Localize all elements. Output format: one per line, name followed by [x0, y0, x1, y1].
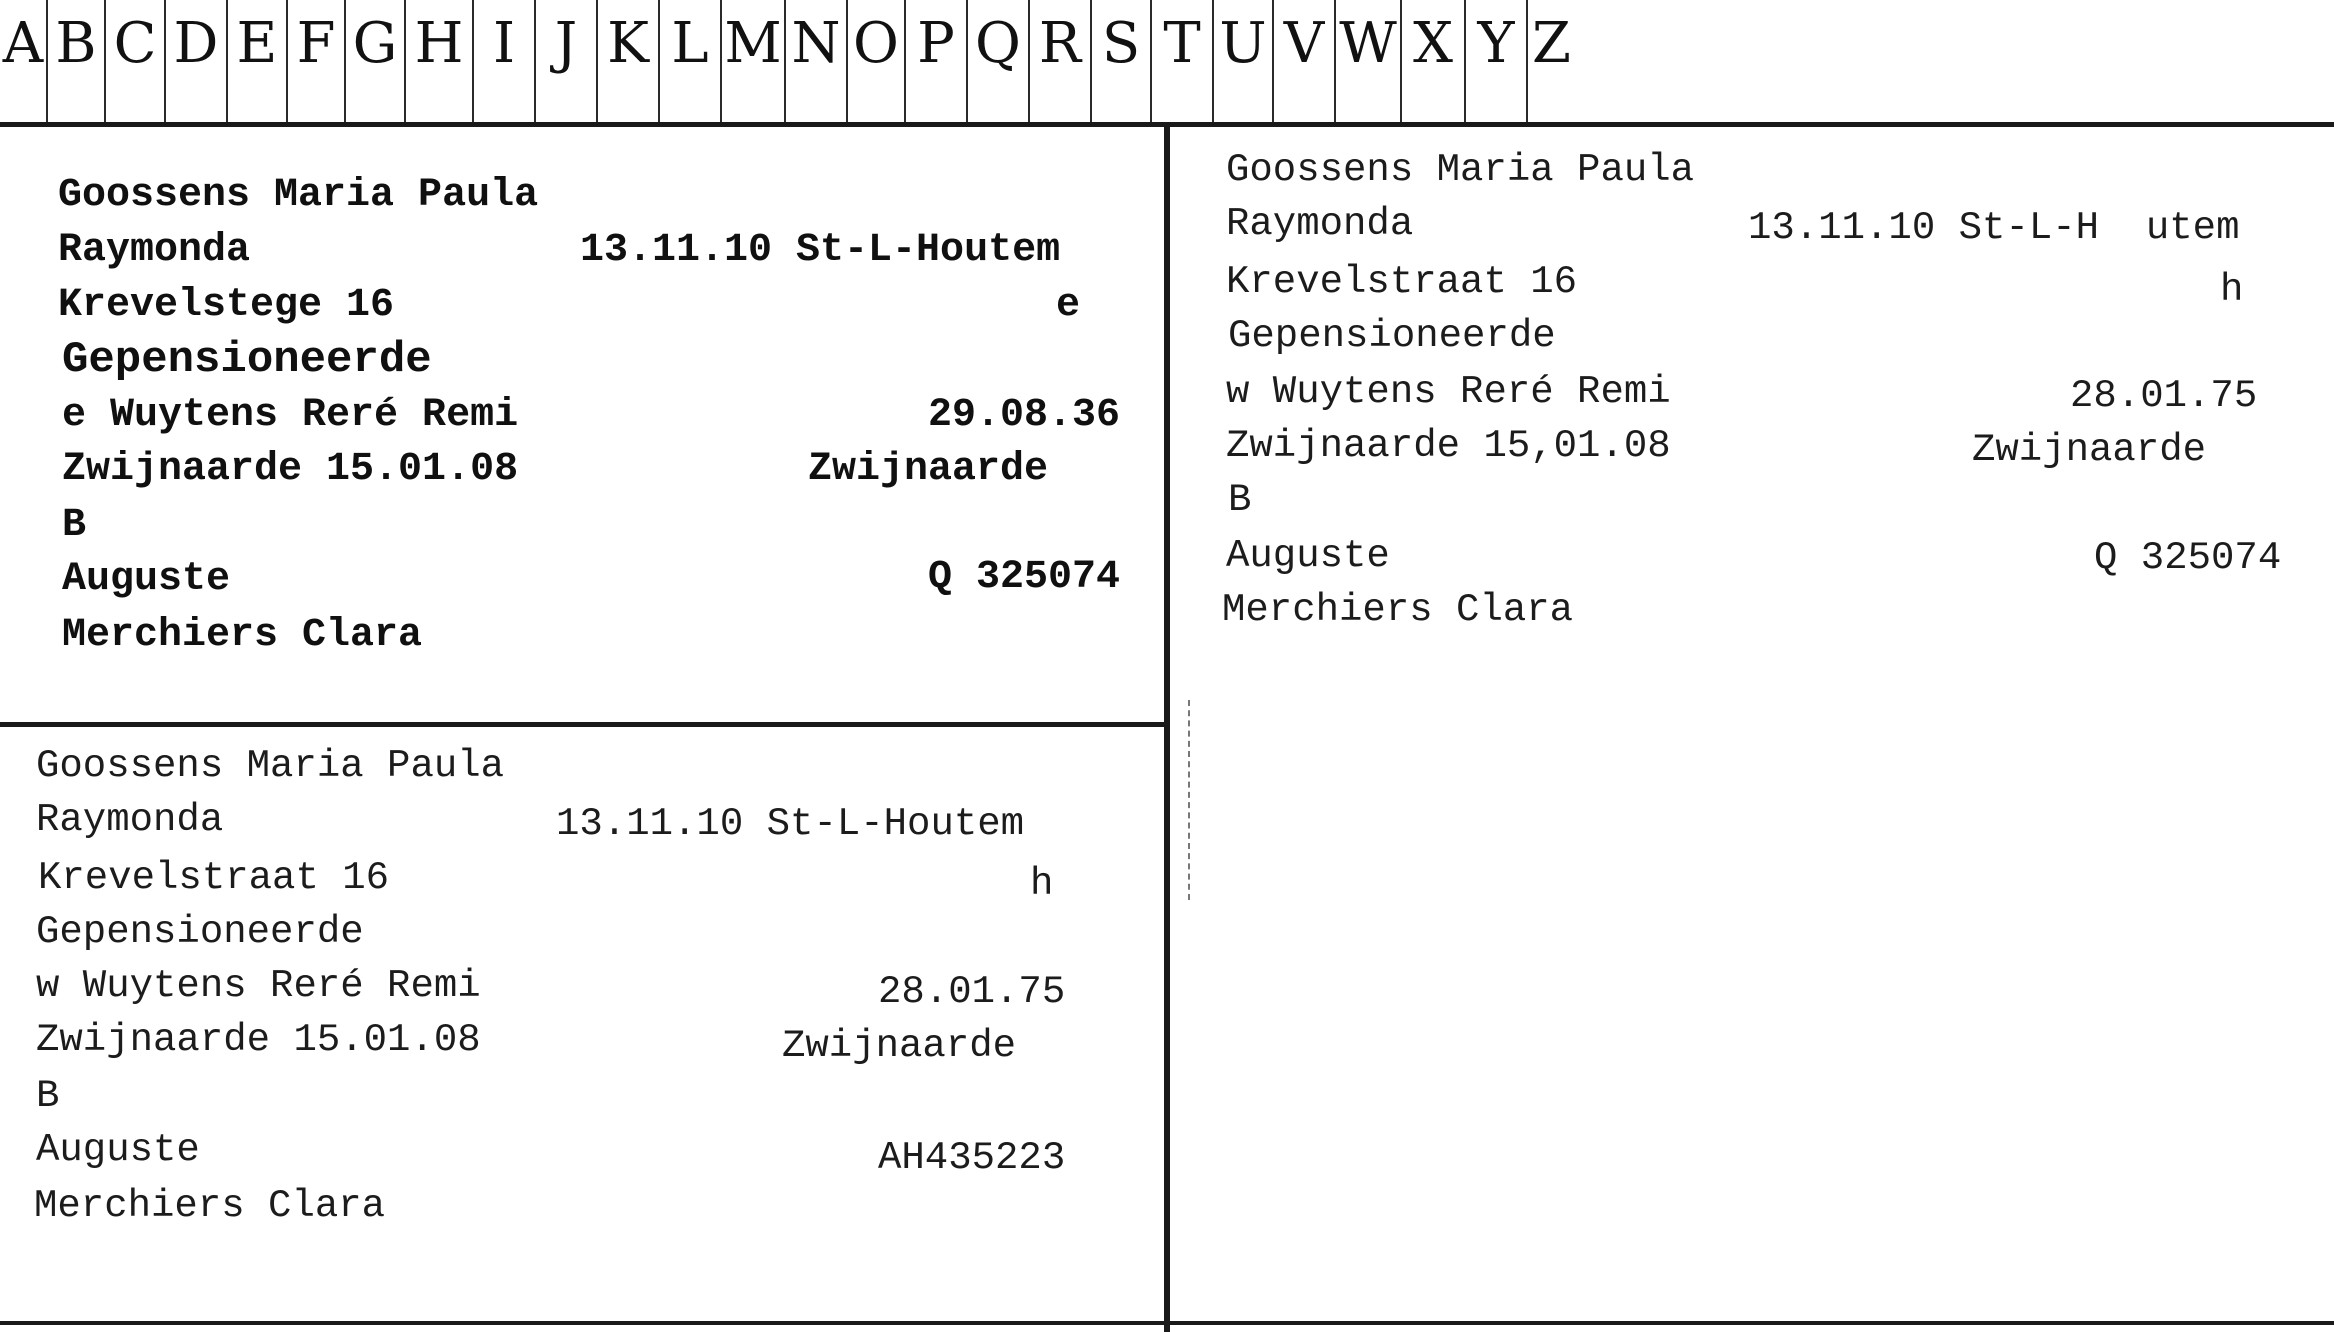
card-address: Krevelstege 16: [58, 283, 395, 328]
card-first-name-continued: Raymonda: [36, 798, 224, 842]
index-tab-j[interactable]: [536, 0, 598, 122]
index-tab-h[interactable]: [406, 0, 474, 122]
index-tab-e[interactable]: [228, 0, 288, 122]
card-occupation: Gepensioneerde: [36, 910, 364, 954]
index-letter: W: [1339, 11, 1397, 76]
card-mark: h: [1030, 862, 1054, 906]
card-name: Goossens Maria Paula: [1226, 148, 1695, 192]
card-first-name-continued: Raymonda: [1226, 202, 1414, 246]
index-tab-r[interactable]: [1030, 0, 1092, 122]
index-tab-o[interactable]: [848, 0, 906, 122]
index-tab-d[interactable]: [166, 0, 228, 122]
index-tab-g[interactable]: [346, 0, 406, 122]
card-place: Zwijnaarde: [808, 447, 1049, 492]
card-spouse: w Wuytens Reré Remi: [1226, 370, 1671, 414]
index-letter: P: [917, 11, 955, 76]
index-tab-b[interactable]: [48, 0, 106, 122]
index-letter: K: [607, 11, 649, 76]
index-tab-f[interactable]: [288, 0, 346, 122]
card-father: Auguste: [36, 1128, 200, 1172]
index-letter: Z: [1532, 11, 1571, 76]
card-date: 28.01.75: [878, 970, 1066, 1014]
index-letter: A: [2, 11, 44, 76]
index-tab-m[interactable]: [722, 0, 786, 122]
index-letter: Y: [1477, 11, 1515, 76]
card-divider-horizontal: [0, 722, 1168, 727]
index-tab-p[interactable]: [906, 0, 968, 122]
index-letter: B: [55, 11, 97, 76]
card-marriage: Zwijnaarde 15.01.08: [36, 1018, 481, 1062]
index-letter: E: [236, 11, 278, 76]
card-number: AH435223: [878, 1136, 1066, 1180]
card-birth: 13.11.10 St-L-Houtem: [556, 802, 1025, 846]
index-letter: L: [671, 11, 709, 76]
card-first-name-continued: Raymonda: [58, 228, 251, 273]
card-name: Goossens Maria Paula: [58, 173, 539, 218]
card-code: B: [1228, 478, 1252, 522]
index-tab-v[interactable]: [1274, 0, 1336, 122]
index-tab-n[interactable]: [786, 0, 848, 122]
card-marriage: Zwijnaarde 15,01.08: [1226, 424, 1671, 468]
index-tab-i[interactable]: [474, 0, 536, 122]
index-letter: M: [724, 11, 782, 76]
index-letter: O: [853, 11, 899, 76]
card-father: Auguste: [62, 557, 231, 602]
index-letter: T: [1163, 11, 1201, 76]
index-tab-a[interactable]: [0, 0, 48, 122]
index-letter: J: [554, 11, 578, 76]
alphabet-index-strip: [0, 0, 2334, 127]
card-birth: 13.11.10 St-L-H utem: [1748, 206, 2240, 250]
card-father: Auguste: [1226, 534, 1390, 578]
index-tab-t[interactable]: [1152, 0, 1214, 122]
index-tab-y[interactable]: [1466, 0, 1528, 122]
card-date: 28.01.75: [2070, 374, 2258, 418]
index-letter: R: [1038, 11, 1082, 76]
index-tab-s[interactable]: [1092, 0, 1152, 122]
card-divider-bottom: [0, 1321, 2334, 1325]
index-letter: D: [173, 11, 219, 76]
index-letter: U: [1219, 11, 1267, 76]
card-spouse: w Wuytens Reré Remi: [36, 964, 481, 1008]
card-occupation: Gepensioneerde: [1228, 314, 1556, 358]
index-tab-u[interactable]: [1214, 0, 1274, 122]
card-marriage: Zwijnaarde 15.01.08: [62, 447, 519, 492]
index-letter: V: [1283, 11, 1325, 76]
card-occupation: Gepensioneerde: [62, 335, 432, 385]
index-letter: Q: [975, 11, 1021, 76]
card-number: Q 325074: [2094, 536, 2282, 580]
index-letter: H: [414, 11, 464, 76]
index-tab-c[interactable]: [106, 0, 166, 122]
index-letter: N: [791, 11, 841, 76]
card-mark: h: [2220, 268, 2244, 312]
card-mother: Merchiers Clara: [34, 1184, 386, 1228]
index-letter: X: [1413, 11, 1453, 76]
index-tab-z[interactable]: [1528, 0, 1571, 122]
card-place: Zwijnaarde: [1972, 428, 2207, 472]
card-code: B: [62, 503, 87, 548]
card-mother: Merchiers Clara: [1222, 588, 1574, 632]
card-number: Q 325074: [928, 555, 1121, 600]
index-tab-k[interactable]: [598, 0, 660, 122]
card-name: Goossens Maria Paula: [36, 744, 505, 788]
card-mark: e: [1056, 283, 1081, 328]
record-card-4-blank: [1172, 727, 2334, 1321]
index-letter: G: [352, 11, 398, 76]
card-mother: Merchiers Clara: [62, 613, 423, 658]
card-divider-vertical: [1164, 127, 1170, 1332]
card-code: B: [36, 1074, 60, 1118]
index-tab-x[interactable]: [1402, 0, 1466, 122]
index-letter: I: [492, 11, 516, 76]
index-tab-q[interactable]: [968, 0, 1030, 122]
card-address: Krevelstraat 16: [38, 856, 390, 900]
index-letter: C: [113, 11, 157, 76]
index-letter: F: [296, 11, 336, 76]
card-date: 29.08.36: [928, 393, 1121, 438]
card-birth: 13.11.10 St-L-Houtem: [580, 228, 1061, 273]
card-address: Krevelstraat 16: [1226, 260, 1578, 304]
index-tab-l[interactable]: [660, 0, 722, 122]
card-place: Zwijnaarde: [782, 1024, 1017, 1068]
index-letter: S: [1101, 11, 1141, 76]
card-spouse: e Wuytens Reré Remi: [62, 393, 519, 438]
index-tab-w[interactable]: [1336, 0, 1402, 122]
